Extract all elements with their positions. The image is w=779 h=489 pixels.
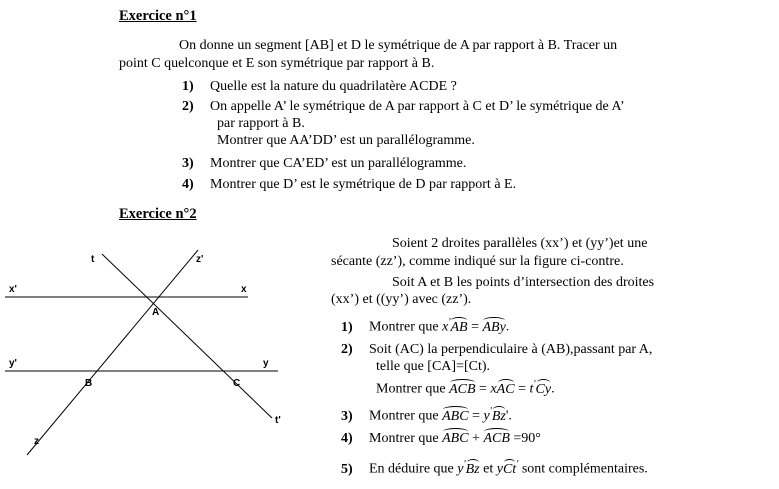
ex2-question-2-line3 bbox=[376, 379, 555, 398]
angle-text: Cy bbox=[535, 381, 552, 397]
question-text: Montrer que bbox=[369, 431, 443, 446]
ex2-para1-line1: Soient 2 droites parallèles (xx’) et (yy’)et une bbox=[392, 236, 648, 251]
ex2-question-1 bbox=[341, 317, 509, 336]
angle-text: ACB bbox=[483, 431, 510, 446]
math-var: y bbox=[496, 461, 503, 477]
label-t-prime: t' bbox=[275, 415, 281, 426]
angle-AC bbox=[497, 382, 515, 398]
label-t: t bbox=[91, 254, 95, 265]
math-var: x bbox=[490, 381, 497, 397]
angle-ABC bbox=[442, 409, 468, 425]
exercise-2-title: Exercice n°2 bbox=[119, 206, 197, 222]
question-number: 3) bbox=[341, 408, 353, 424]
label-x-prime: x' bbox=[9, 284, 17, 295]
ex2-question-5 bbox=[341, 459, 648, 478]
math-prime: ' bbox=[463, 459, 466, 470]
math-prime: ' bbox=[448, 317, 451, 328]
question-text: Soit (AC) la perpendiculaire à (AB),passant par A, bbox=[369, 342, 653, 357]
angle-text: AC bbox=[496, 381, 515, 397]
label-y-prime: y' bbox=[9, 358, 17, 369]
angle-ACB bbox=[483, 431, 509, 447]
label-C: C bbox=[233, 378, 241, 389]
exercise-1-title: Exercice n°1 bbox=[119, 8, 197, 24]
angle-text: ABC bbox=[442, 408, 469, 424]
ex2-question-2 bbox=[341, 342, 652, 358]
ex1-question-2-line2: par rapport à B. bbox=[217, 116, 305, 131]
angle-ABy bbox=[482, 320, 505, 336]
angle-text: ACB bbox=[449, 381, 476, 397]
question-text: On appelle A’ le symétrique de A par rapport à C et D’ le symétrique de A’ bbox=[210, 99, 625, 114]
ex2-para2-line1: Soit A et B les points d’intersection des droites bbox=[392, 275, 655, 290]
ex1-question-2 bbox=[182, 99, 625, 115]
ex1-question-1 bbox=[182, 79, 457, 95]
angle-ABC bbox=[442, 431, 468, 447]
ex1-intro-line2: point C quelconque et E son symétrique par rapport à B. bbox=[119, 56, 435, 71]
math-punct: . bbox=[551, 381, 555, 397]
label-z-prime: z' bbox=[196, 254, 204, 265]
question-number: 3) bbox=[182, 156, 194, 171]
angle-text: ABC bbox=[442, 431, 469, 446]
ex1-intro-line1: On donne un segment [AB] et D le symétrique de A par rapport à B. Tracer un bbox=[179, 38, 618, 53]
math-prime: ' bbox=[489, 406, 492, 417]
ex2-question-3 bbox=[341, 406, 512, 425]
math-prime: ' bbox=[516, 459, 519, 470]
angle-ACB bbox=[449, 382, 475, 398]
ex2-para2-line2: (xx’) et ((yy’) avec (zz’). bbox=[331, 292, 472, 307]
math-op: + bbox=[468, 431, 484, 446]
line-zz-prime bbox=[27, 250, 198, 455]
question-number: 4) bbox=[182, 177, 194, 192]
angle-text: AB bbox=[450, 319, 468, 335]
question-number: 4) bbox=[341, 431, 353, 446]
label-z: z bbox=[34, 436, 39, 447]
angle-AB bbox=[450, 320, 467, 336]
question-number: 1) bbox=[182, 79, 194, 94]
angle-Cy bbox=[536, 382, 552, 398]
math-op: = bbox=[514, 381, 530, 397]
ex1-question-3 bbox=[182, 156, 466, 172]
math-var: t bbox=[529, 381, 534, 397]
question-text: Montrer que D’ est le symétrique de D par rapport à E. bbox=[210, 177, 517, 192]
math-value: =90° bbox=[509, 431, 541, 446]
connector-text: et bbox=[479, 461, 497, 477]
ex1-question-4 bbox=[182, 177, 516, 193]
math-prime: ' bbox=[533, 379, 536, 390]
question-number: 2) bbox=[182, 99, 194, 114]
math-var: y bbox=[483, 408, 490, 424]
angle-text: Bz bbox=[465, 461, 480, 477]
angle-Ct bbox=[503, 462, 516, 478]
question-text: sont complémentaires. bbox=[518, 461, 648, 477]
ex2-para1-line2: sécante (zz’), comme indiqué sur la figure ci-contre. bbox=[331, 254, 624, 269]
question-number: 5) bbox=[341, 461, 353, 477]
ex2-question-2-line2: telle que [CA]=[Ct). bbox=[376, 359, 491, 374]
geometry-figure bbox=[0, 240, 300, 470]
math-punct: . bbox=[505, 319, 510, 335]
math-punct: '. bbox=[505, 408, 512, 424]
line-t-t-prime bbox=[102, 254, 272, 418]
ex1-question-2-line3: Montrer que AA’DD’ est un parallélogramme. bbox=[217, 133, 475, 148]
question-text: Montrer que bbox=[369, 319, 443, 335]
math-op: = bbox=[468, 408, 484, 424]
angle-text: ABy bbox=[482, 319, 506, 335]
angle-Bz bbox=[466, 462, 480, 478]
label-A: A bbox=[152, 307, 160, 318]
math-op: = bbox=[467, 319, 483, 335]
question-text: Montrer que CA’ED’ est un parallélogramme. bbox=[210, 156, 467, 171]
math-var: x bbox=[442, 319, 449, 335]
question-text: En déduire que bbox=[369, 461, 458, 477]
angle-text: Bz bbox=[491, 408, 506, 424]
label-B: B bbox=[85, 378, 93, 389]
question-number: 2) bbox=[341, 342, 353, 357]
question-number: 1) bbox=[341, 319, 353, 335]
question-text: Montrer que bbox=[369, 408, 443, 424]
question-text: Quelle est la nature du quadrilatère ACDE ? bbox=[210, 79, 457, 94]
ex2-question-4 bbox=[341, 431, 541, 447]
angle-text: Ct bbox=[502, 461, 517, 477]
math-op: = bbox=[475, 381, 491, 397]
angle-Bz bbox=[492, 409, 506, 425]
label-x: x bbox=[241, 284, 247, 295]
label-y: y bbox=[263, 358, 269, 369]
question-text: Montrer que bbox=[376, 381, 450, 397]
math-var: y bbox=[457, 461, 464, 477]
